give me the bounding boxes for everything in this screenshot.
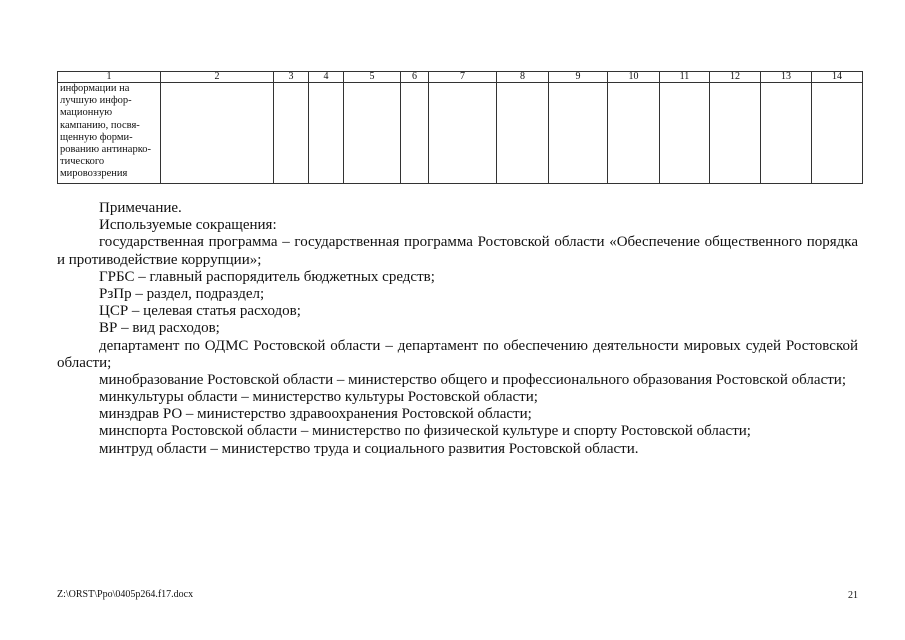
- table-cell: [401, 83, 429, 184]
- data-table: [57, 71, 863, 184]
- abbreviation-item: ГРБС – главный распорядитель бюджетных средств;: [99, 268, 435, 285]
- column-number: 8: [497, 72, 549, 83]
- table-cell: [161, 83, 274, 184]
- table-cell: [812, 83, 863, 184]
- abbreviation-item: РзПр – раздел, подраздел;: [99, 285, 265, 302]
- table-cell-description: [58, 83, 161, 184]
- abbreviation-item: минкультуры области – министерство культуры Ростовской области;: [99, 389, 538, 406]
- cell-text-line: рованию антинарко-: [60, 143, 152, 155]
- abbreviation-item: минспорта Ростовской области – министерство по физической культуре и спорту Ростовской области;: [99, 423, 751, 440]
- table-cell: [710, 83, 761, 184]
- column-number: 13: [761, 72, 812, 83]
- column-number: 10: [608, 72, 660, 83]
- table-cell: [761, 83, 812, 184]
- page-number: 21: [848, 590, 858, 601]
- table-cell: [497, 83, 549, 184]
- cell-text-line: лучшую инфор-: [60, 95, 132, 107]
- table-cell: [274, 83, 309, 184]
- column-number: 2: [161, 72, 274, 83]
- column-number: 6: [401, 72, 429, 83]
- abbreviation-item: [57, 338, 858, 355]
- column-number: 4: [309, 72, 344, 83]
- abbreviations-heading: Используемые сокращения:: [99, 217, 277, 234]
- column-number: 5: [344, 72, 401, 83]
- column-number: 14: [812, 72, 863, 83]
- table-cell: [309, 83, 344, 184]
- cell-text-line: мировоззрения: [60, 168, 128, 180]
- notes-title: Примечание.: [99, 200, 182, 216]
- abbreviation-item: минобразование Ростовской области – министерство общего и профессионального образования Ростовской области;: [99, 371, 846, 388]
- table-cell: [549, 83, 608, 184]
- abbreviation-item-continuation: и противодействие коррупции»;: [57, 251, 262, 268]
- notes-section: [57, 200, 858, 458]
- table-header-row: [58, 72, 863, 83]
- cell-text-line: мационную: [60, 107, 113, 119]
- column-number: 9: [549, 72, 608, 83]
- abbreviation-item: минздрав РО – министерство здравоохранения Ростовской области;: [99, 406, 532, 423]
- abbreviation-item: [57, 234, 858, 251]
- column-number: 12: [710, 72, 761, 83]
- abbreviation-line: департамент по ОДМС Ростовской области – департамент по обеспечению деятельности мировых судей Ростовской: [99, 337, 858, 354]
- column-number: 1: [58, 72, 161, 83]
- abbreviation-line: государственная программа – государственная программа Ростовской области «Обеспечение общественного порядка: [99, 234, 858, 251]
- abbreviation-item: минтруд области – министерство труда и социального развития Ростовской области.: [99, 440, 639, 457]
- cell-text-line: щенную форми-: [60, 131, 133, 143]
- cell-text-line: тического: [60, 156, 105, 168]
- cell-text-line: кампанию, посвя-: [60, 119, 140, 131]
- footer-file-path: Z:\ORST\Ppo\0405p264.f17.docx: [57, 589, 194, 600]
- table-cell: [429, 83, 497, 184]
- table-row: [58, 83, 863, 184]
- abbreviation-item-continuation: области;: [57, 354, 112, 371]
- table-cell: [660, 83, 710, 184]
- table-cell: [344, 83, 401, 184]
- table-cell: [608, 83, 660, 184]
- column-number: 11: [660, 72, 710, 83]
- column-number: 3: [274, 72, 309, 83]
- abbreviation-item: ЦСР – целевая статья расходов;: [99, 303, 301, 320]
- column-number: 7: [429, 72, 497, 83]
- abbreviation-item: ВР – вид расходов;: [99, 320, 220, 337]
- cell-text-line: информации на: [60, 83, 130, 94]
